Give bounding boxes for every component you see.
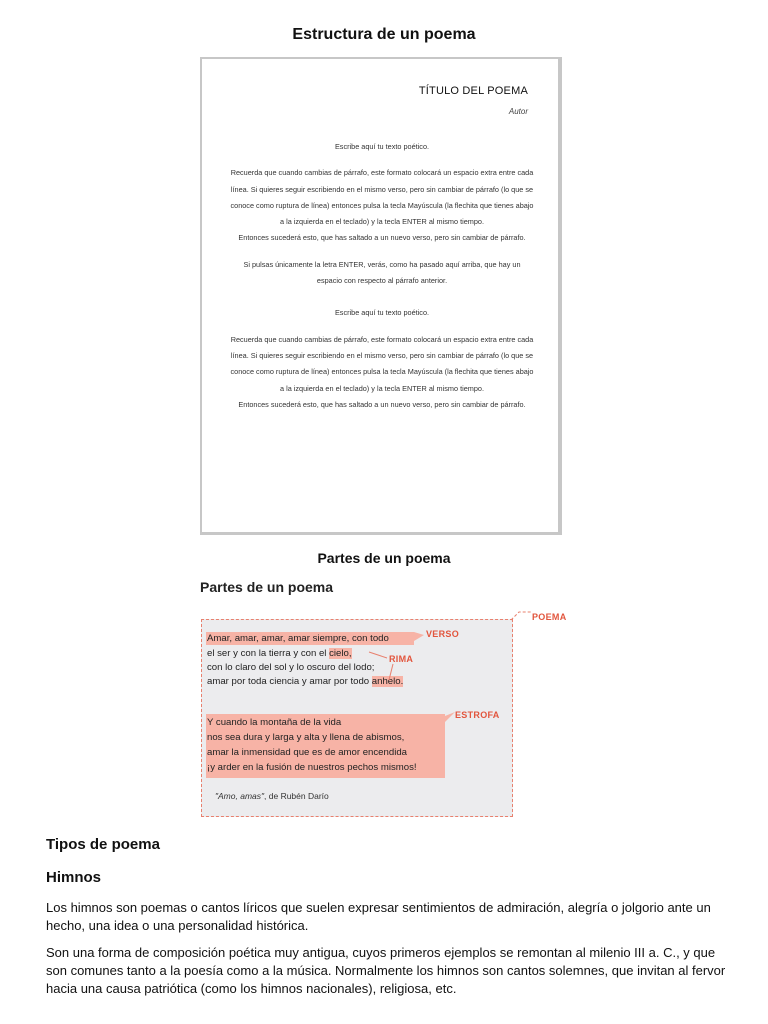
stanza-line: Y cuando la montaña de la vida <box>207 717 342 728</box>
template-paragraph: Recuerda que cuando cambias de párrafo, este formato colocará un espacio extra entre cada línea. Si quieres seguir escribiendo en el mismo verso, pero sin cambiar de párrafo (lo que se conoce como ruptura de línea) entonces pulsa la tecla Mayúscula (la flechita que tienes abajo a la izquierda en el teclado) y la tecla ENTER al mismo tiempo. <box>230 334 534 393</box>
stanza-line: nos sea dura y larga y alta y llena de abismos, <box>207 732 405 743</box>
hymns-paragraph-1: Los himnos son poemas o cantos líricos que suelen expresar sentimientos de admiración, alegría o jolgorio ante un hecho, una idea o una personalidad histórica. <box>46 900 711 933</box>
rhyme-mark: cielo, <box>329 648 352 659</box>
stanza-line: amar la inmensidad que es de amor encendida <box>207 747 407 758</box>
poem-citation <box>215 791 329 801</box>
document-title: Estructura de un poema <box>292 26 476 43</box>
template-poem-title: TÍTULO DEL POEMA <box>418 85 528 97</box>
template-author: Autor <box>508 107 528 116</box>
hymns-heading: Himnos <box>46 869 102 886</box>
citation-author: , de Rubén Darío <box>264 791 329 801</box>
template-paragraph: Entonces sucederá esto, que has saltado a un nuevo verso, pero sin cambiar de párrafo. <box>238 233 526 243</box>
template-paragraph: Entonces sucederá esto, que has saltado a un nuevo verso, pero sin cambiar de párrafo. <box>238 399 526 409</box>
verse-line <box>207 648 352 659</box>
template-paragraph: Si pulsas únicamente la letra ENTER, verás, como ha pasado aquí arriba, que hay un espacio con respecto al párrafo anterior. <box>243 259 521 286</box>
template-paragraph: Escribe aquí tu texto poético. <box>334 142 430 151</box>
verse-pointer <box>414 632 426 645</box>
template-paragraph: Escribe aquí tu texto poético. <box>334 308 430 318</box>
poem-label: POEMA <box>532 612 567 622</box>
hymns-paragraph-2: Son una forma de composición poética muy antigua, cuyos primeros ejemplos se remontan al milenio III a. C., y que son comunes tanto a la poesía como a la música. Normalmente los himnos son cantos solemnes, que invitan al fervor hacia una causa patriótica (como los himnos nacionales), religiosa, etc. <box>46 945 726 996</box>
types-heading: Tipos de poema <box>46 836 160 853</box>
rhyme-label: RIMA <box>389 654 414 664</box>
template-body <box>230 139 534 413</box>
stanza-label: ESTROFA <box>455 710 500 720</box>
verse-text: amar por toda ciencia y amar por todo <box>207 676 372 687</box>
verse-line: Amar, amar, amar, amar siempre, con todo <box>207 633 389 644</box>
stanza-line: ¡y arder en la fusión de nuestros pechos mismos! <box>207 762 417 773</box>
verse-text: el ser y con la tierra y con el <box>207 648 330 659</box>
verse-line: con lo claro del sol y lo oscuro del lodo; <box>207 662 375 673</box>
parts-caption: Partes de un poema <box>317 550 451 566</box>
poem-parts-figure <box>193 574 595 822</box>
parts-figure-title: Partes de un poema <box>200 579 334 595</box>
poem-label-connector <box>503 612 533 632</box>
citation-work: "Amo, amas" <box>215 791 265 801</box>
rhyme-mark: anhelo. <box>371 676 404 687</box>
template-paragraph: Recuerda que cuando cambias de párrafo, este formato colocará un espacio extra entre cada línea. Si quieres seguir escribiendo en el mismo verso, pero sin cambiar de párrafo (lo que se conoce como ruptura de línea) entonces pulsa la tecla Mayúscula (la flechita que tienes abajo a la izquierda en el teclado) y la tecla ENTER al mismo tiempo. <box>230 168 534 227</box>
verse-label: VERSO <box>426 629 460 639</box>
poem-template-figure <box>200 57 562 535</box>
